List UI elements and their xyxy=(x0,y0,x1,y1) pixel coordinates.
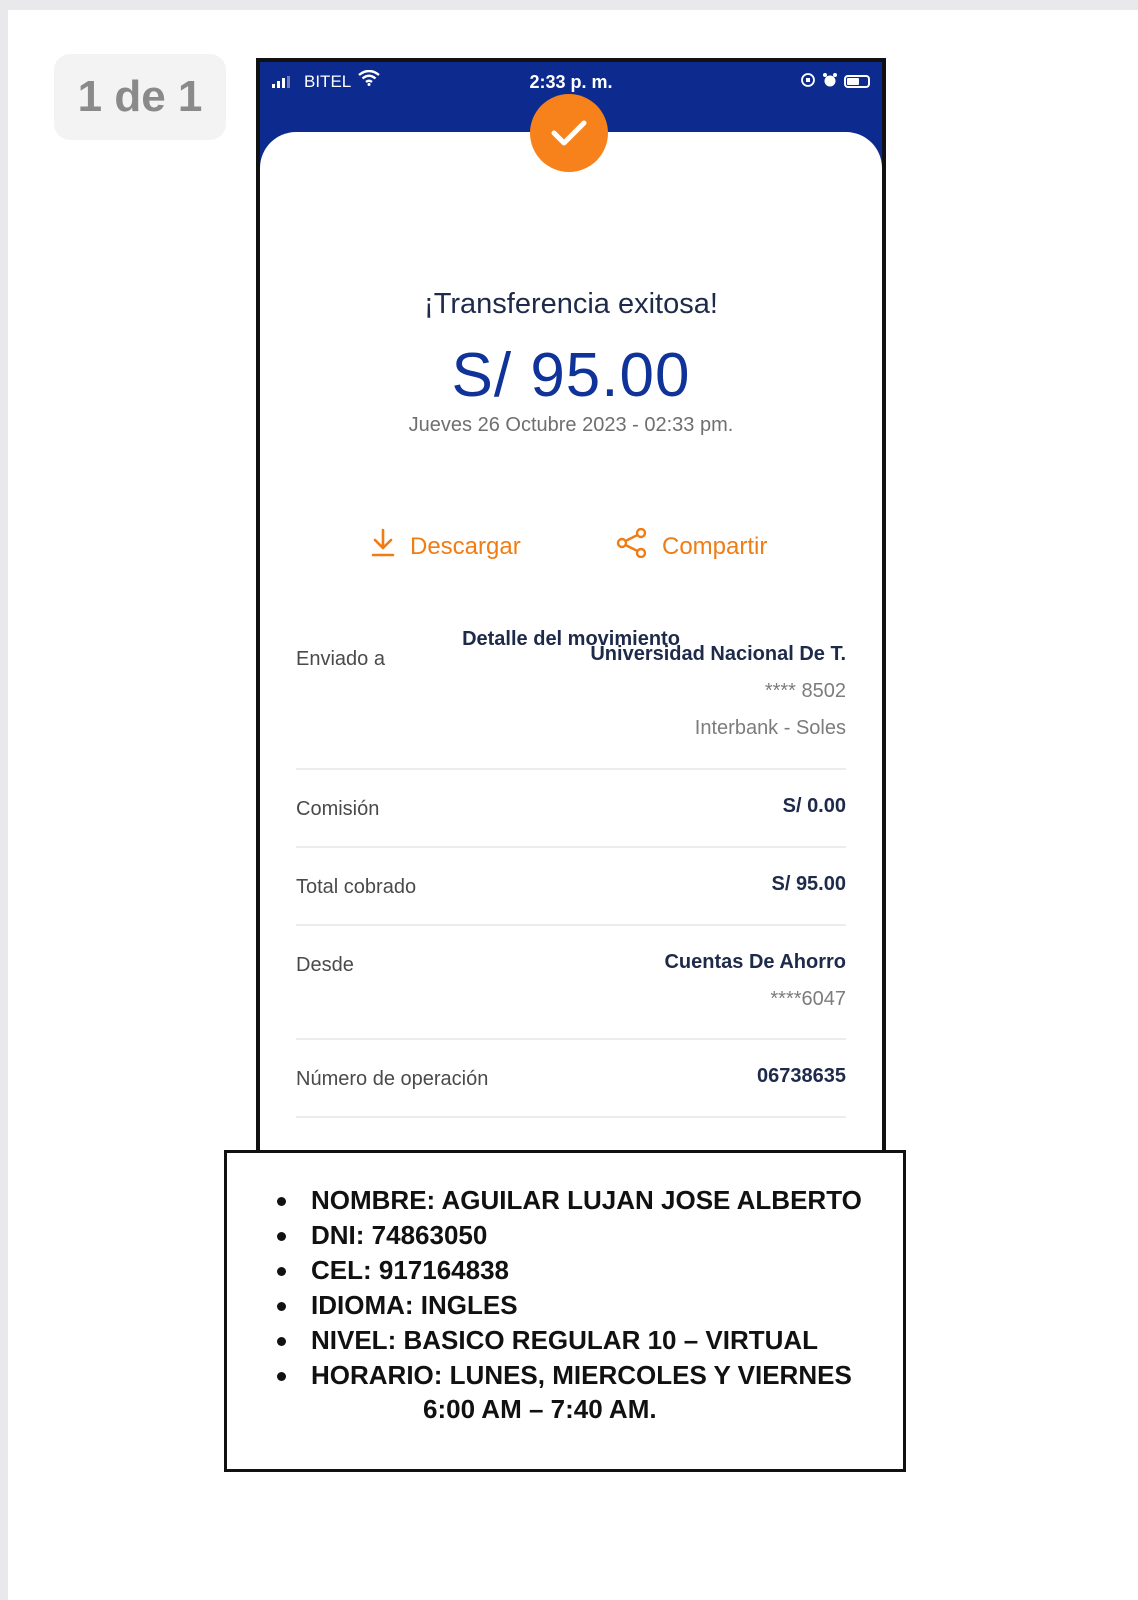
page-indicator: 1 de 1 xyxy=(54,54,226,140)
student-info-list xyxy=(277,1183,862,1393)
success-check-icon xyxy=(530,94,608,172)
download-button[interactable] xyxy=(370,528,521,565)
status-time: 2:33 p. m. xyxy=(529,72,613,92)
orientation-lock-icon xyxy=(800,72,816,91)
battery-icon xyxy=(844,75,870,88)
transfer-amount: S/ 95.00 xyxy=(451,341,691,410)
success-title: ¡Transferencia exitosa! xyxy=(424,288,718,320)
info-item-schedule: HORARIO: LUNES, MIERCOLES Y VIERNES xyxy=(277,1358,862,1393)
detail-row-from xyxy=(296,926,846,1040)
transfer-datetime: Jueves 26 Octubre 2023 - 02:33 pm. xyxy=(408,414,734,436)
detail-label: Total cobrado xyxy=(296,876,417,898)
download-label: Descargar xyxy=(410,532,521,560)
operation-number: 06738635 xyxy=(757,1065,846,1087)
recipient-name: Universidad Nacional De T. xyxy=(590,643,846,665)
detail-label: Número de operación xyxy=(296,1068,489,1090)
recipient-account: **** 8502 xyxy=(764,680,846,702)
schedule-time: 6:00 AM – 7:40 AM. xyxy=(423,1394,657,1424)
share-label: Compartir xyxy=(662,532,768,560)
download-icon xyxy=(370,528,396,565)
info-item-language: IDIOMA: INGLES xyxy=(277,1288,862,1323)
source-account-number: ****6047 xyxy=(770,988,846,1010)
info-item-phone: CEL: 917164838 xyxy=(277,1253,862,1288)
source-account-type: Cuentas De Ahorro xyxy=(664,951,846,973)
detail-label: Comisión xyxy=(296,798,380,820)
detail-row-total xyxy=(296,848,846,926)
info-item-dni: DNI: 74863050 xyxy=(277,1218,862,1253)
detail-section-title: Detalle del movimiento xyxy=(462,628,680,650)
detail-label: Desde xyxy=(296,954,354,976)
info-item-level: NIVEL: BASICO REGULAR 10 – VIRTUAL xyxy=(277,1323,862,1358)
info-item-name: NOMBRE: AGUILAR LUJAN JOSE ALBERTO xyxy=(277,1183,862,1218)
detail-row-operation xyxy=(296,1040,846,1118)
phone-screenshot xyxy=(256,58,886,1153)
student-info-box xyxy=(224,1150,906,1472)
carrier-name: BITEL xyxy=(304,72,352,91)
commission-value: S/ 0.00 xyxy=(782,795,846,817)
total-value: S/ 95.00 xyxy=(771,873,846,895)
share-button[interactable] xyxy=(616,528,767,565)
receipt-actions xyxy=(370,528,790,568)
detail-label: Enviado a xyxy=(296,648,385,670)
recipient-bank: Interbank - Soles xyxy=(694,717,846,739)
share-icon xyxy=(616,528,648,565)
detail-row-commission xyxy=(296,770,846,848)
alarm-icon xyxy=(822,72,838,91)
detail-row-sent-to xyxy=(296,644,846,770)
